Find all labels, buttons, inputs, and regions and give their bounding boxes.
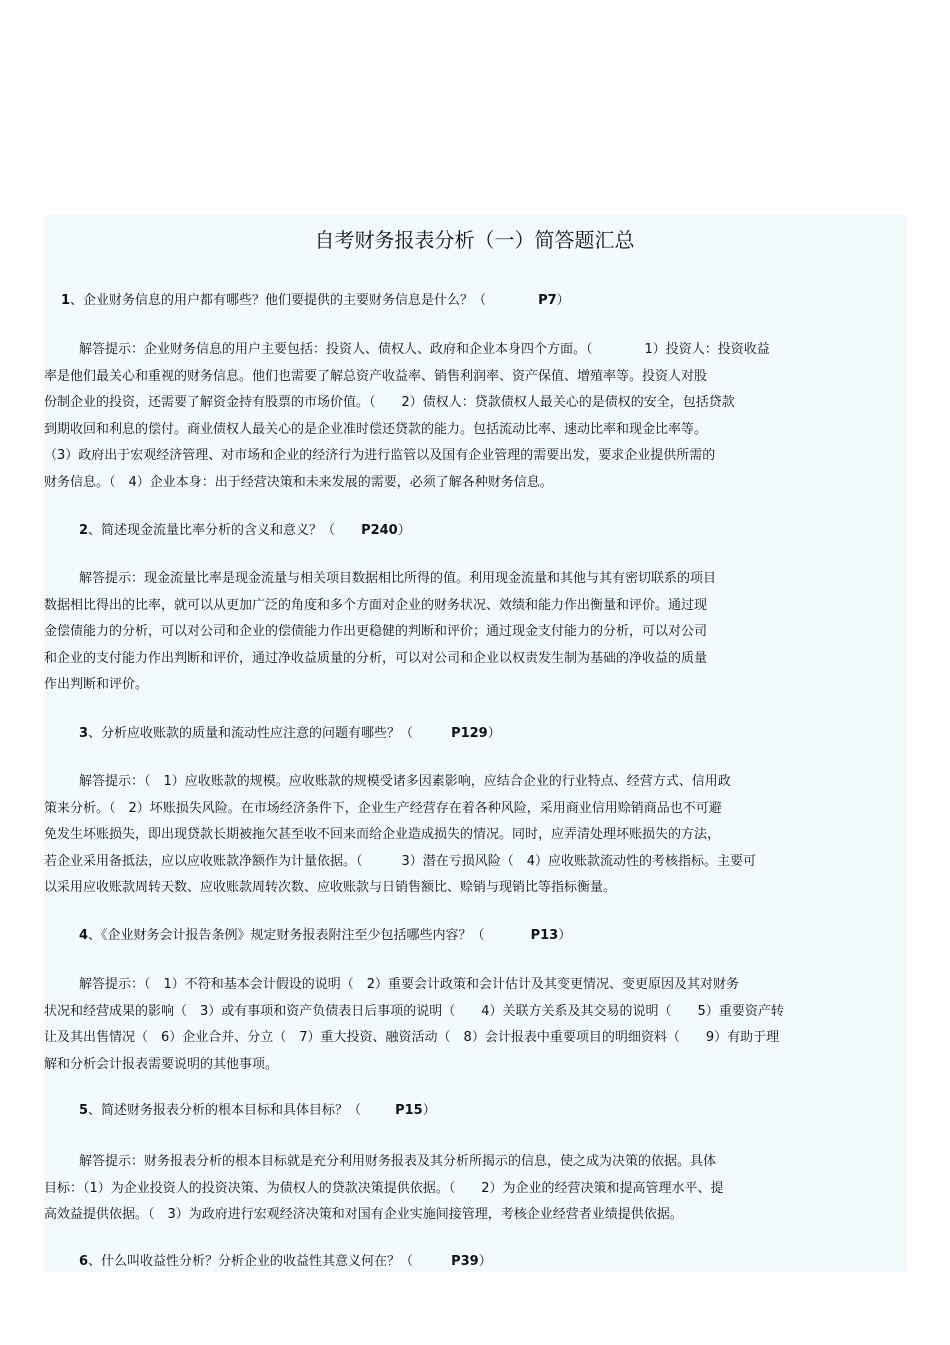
- answer-line: 状况和经营成果的影响（ 3）或有事项和资产负债表日后事项的说明（ 4）关联方关系及其交易的说明（ 5）重要资产转: [44, 1003, 784, 1019]
- page-reference: P13: [530, 928, 559, 943]
- question-number: 1: [61, 293, 71, 308]
- question-2: [79, 521, 411, 541]
- question-number: 6: [79, 1254, 89, 1269]
- closing-paren: ）: [478, 1254, 492, 1269]
- answer-line: 解答提示：（ 1）应收账款的规模。应收账款的规模受诸多因素影响，应结合企业的行业特点、经营方式、信用政: [79, 774, 731, 789]
- answer-line: 金偿债能力的分析，可以对公司和企业的偿债能力作出更稳健的判断和评价；通过现金支付能力的分析，可以对公司: [44, 624, 708, 639]
- answer-line: 份制企业的投资，还需要了解资金持有股票的市场价值。（ 2）债权人：贷款债权人最关心的是债权的安全，包括贷款: [44, 395, 735, 410]
- answer-line: 若企业采用备抵法，应以应收账款净额作为计量依据。（ 3）潜在亏损风险（ 4）应收账款流动性的考核指标。主要可: [44, 853, 757, 869]
- answer-line: 目标：（1）为企业投资人的投资决策、为债权人的贷款决策提供依据。（ 2）为企业的经营决策和提高管理水平、提: [44, 1180, 724, 1196]
- answer-3: [44, 769, 905, 902]
- answer-line: （3）政府出于宏观经济管理、对市场和企业的经济行为进行监管以及国有企业管理的需要出发，要求企业提供所需的: [44, 448, 716, 463]
- question-1: [61, 291, 570, 311]
- page-reference: P7: [538, 293, 557, 308]
- closing-paren: ）: [422, 1103, 436, 1118]
- question-text: 、简述现金流量比率分析的含义和意义？（: [88, 523, 336, 538]
- question-text: 、《企业财务会计报告条例》规定财务报表附注至少包括哪些内容？（: [88, 928, 485, 943]
- page-reference: P15: [395, 1103, 423, 1118]
- question-text: 、企业财务信息的用户都有哪些？他们要提供的主要财务信息是什么？（: [70, 293, 487, 308]
- answer-line: 免发生坏账损失，即出现贷款长期被拖欠甚至收不回来而给企业造成损失的情况。同时，应弄清处理坏账损失的方法，: [44, 827, 721, 842]
- question-number: 3: [79, 726, 89, 741]
- answer-line: 财务信息。（ 4）企业本身：出于经营决策和未来发展的需要，必须了解各种财务信息。: [44, 474, 553, 490]
- question-number: 4: [79, 928, 89, 943]
- answer-line: 策来分析。（ 2）坏账损失风险。在市场经济条件下，企业生产经营存在着各种风险，采用商业信用赊销商品也不可避: [44, 800, 722, 816]
- document-page: [44, 215, 905, 1272]
- question-number: 2: [79, 523, 89, 538]
- question-number: 5: [79, 1103, 89, 1118]
- answer-line: 数据相比得出的比率，就可以从更加广泛的角度和多个方面对企业的财务状况、效绩和能力作出衡量和评价。通过现: [44, 597, 708, 613]
- page-reference: P39: [451, 1254, 479, 1269]
- answer-line: 解答提示：企业财务信息的用户主要包括：投资人、债权人、政府和企业本身四个方面。（ 1）投资人：投资收益: [79, 342, 770, 357]
- closing-paren: ）: [556, 293, 570, 308]
- answer-4: [44, 972, 905, 1078]
- answer-2: [44, 566, 905, 699]
- question-text: 、什么叫收益性分析？分析企业的收益性其意义何在？（: [88, 1254, 414, 1269]
- answer-line: 解答提示：财务报表分析的根本目标就是充分利用财务报表及其分析所揭示的信息，使之成为决策的依据。具体: [79, 1154, 717, 1169]
- question-text: 、分析应收账款的质量和流动性应注意的问题有哪些？（: [88, 726, 414, 741]
- answer-line: 以采用应收账款周转天数、应收账款周转次数、应收账款与日销售额比、赊销与现销比等指标衡量。: [44, 880, 617, 895]
- answer-line: 让及其出售情况（ 6）企业合并、分立（ 7）重大投资、融资活动（ 8）会计报表中重要项目的明细资料（ 9）有助于理: [44, 1030, 780, 1045]
- answer-line: 解和分析会计报表需要说明的其他事项。: [44, 1056, 279, 1072]
- closing-paren: ）: [487, 726, 501, 741]
- question-3: [79, 724, 501, 744]
- answer-line: 解答提示：（ 1）不符和基本会计假设的说明（ 2）重要会计政策和会计估计及其变更情况、变更原因及其对财务: [79, 977, 740, 992]
- page-reference: P129: [451, 726, 488, 741]
- answer-5: [44, 1149, 905, 1229]
- closing-paren: ）: [558, 928, 572, 943]
- answer-1: [44, 337, 905, 496]
- question-4: [79, 926, 571, 946]
- answer-line: 率是他们最关心和重视的财务信息。他们也需要了解总资产收益率、销售利润率、资产保值、增殖率等。投资人对股: [44, 368, 708, 384]
- question-text: 、简述财务报表分析的根本目标和具体目标？（: [88, 1103, 362, 1118]
- answer-line: 解答提示：现金流量比率是现金流量与相关项目数据相比所得的值。利用现金流量和其他与其有密切联系的项目: [79, 571, 717, 586]
- closing-paren: ）: [397, 523, 411, 538]
- question-5: [79, 1101, 436, 1121]
- document-title: 自考财务报表分析（一）简答题汇总: [314, 228, 635, 252]
- answer-line: 和企业的支付能力作出判断和评价，通过净收益质量的分析，可以对公司和企业以权责发生制为基础的净收益的质量: [44, 650, 708, 666]
- question-6: [79, 1252, 492, 1272]
- answer-line: 到期收回和利息的偿付。商业债权人最关心的是企业准时偿还贷款的能力。包括流动比率、速动比率和现金比率等。: [44, 421, 708, 437]
- answer-line: 作出判断和评价。: [44, 677, 149, 692]
- page-reference: P240: [361, 523, 398, 538]
- answer-line: 高效益提供依据。（ 3）为政府进行宏观经济决策和对国有企业实施间接管理，考核企业经营者业绩提供依据。: [44, 1207, 683, 1222]
